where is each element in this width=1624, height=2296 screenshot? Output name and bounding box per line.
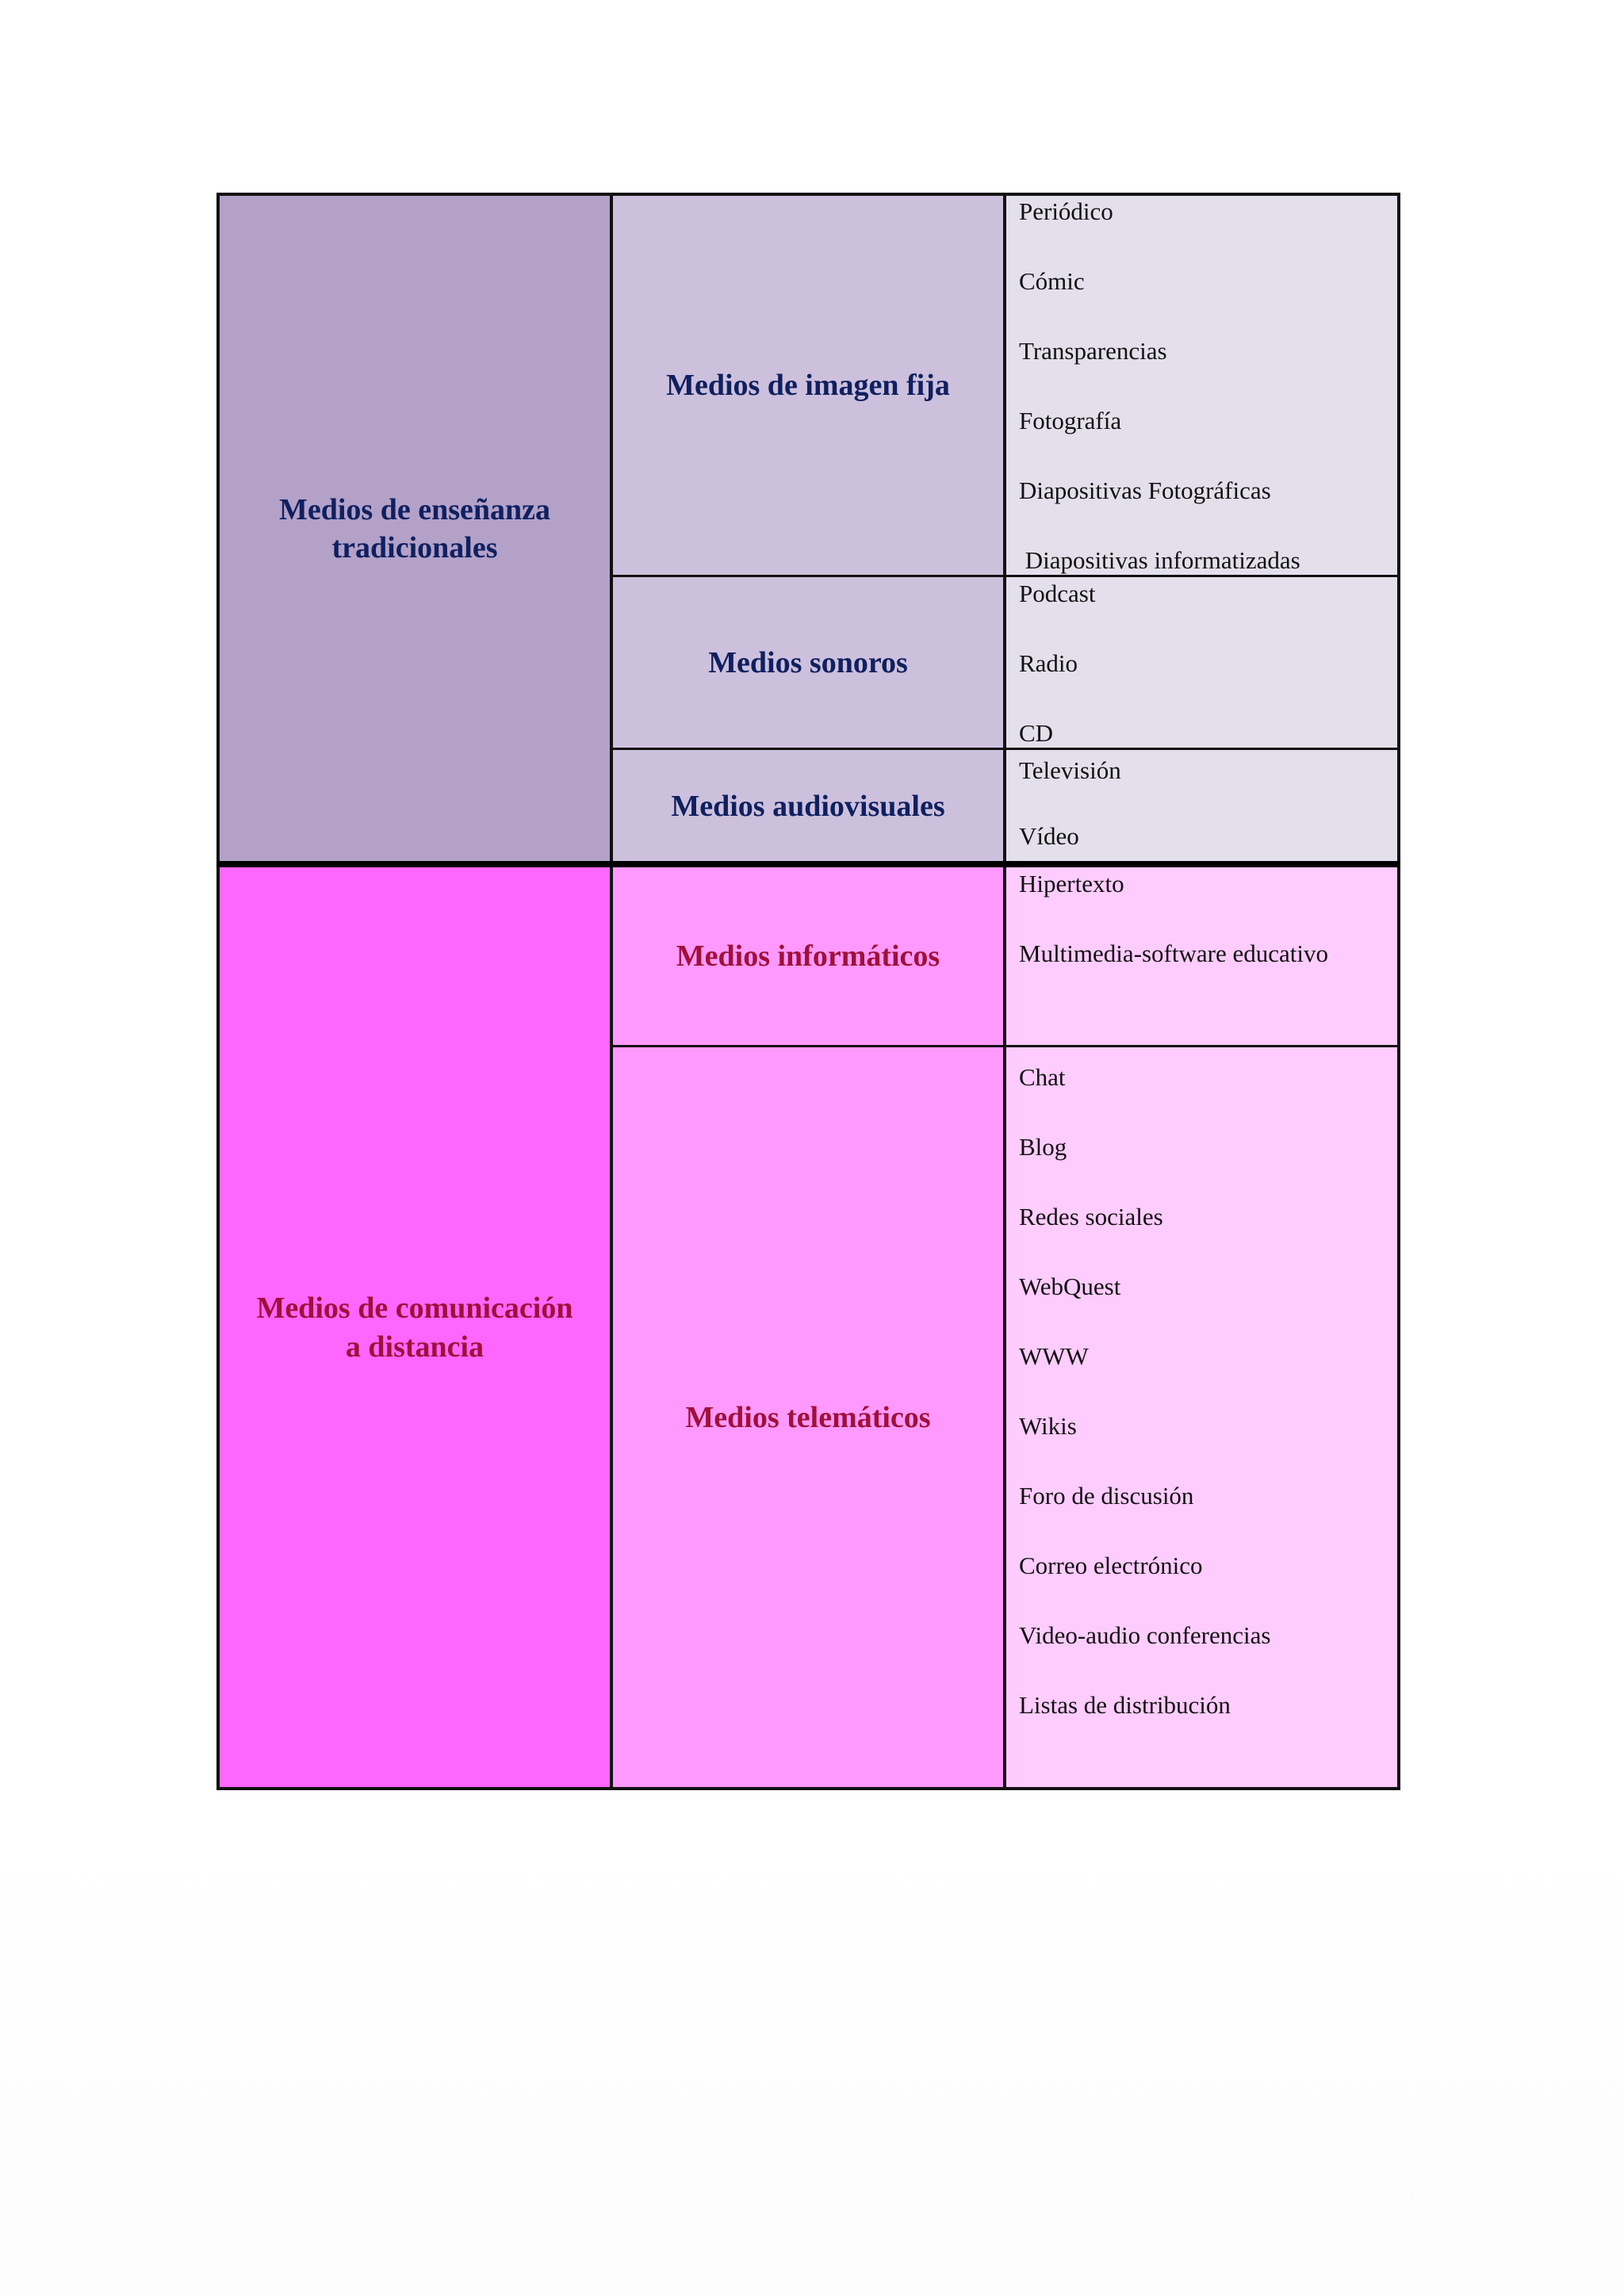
list-item: Wikis xyxy=(1019,1412,1077,1440)
distance-media-cell xyxy=(218,867,611,1789)
list-item: Radio xyxy=(1019,649,1078,677)
list-item: Cómic xyxy=(1019,267,1085,295)
list-item: Televisión xyxy=(1019,756,1121,784)
table-border-bottom xyxy=(216,1787,1400,1790)
list-item: WWW xyxy=(1019,1342,1089,1370)
list-item: Periódico xyxy=(1019,197,1113,225)
list-item: Vídeo xyxy=(1019,822,1079,850)
computer-media-label: Medios informáticos xyxy=(676,939,940,974)
still-image-media-cell xyxy=(611,194,1005,576)
list-item: Hipertexto xyxy=(1019,870,1124,897)
sound-media-label: Medios sonoros xyxy=(708,645,908,679)
list-item: CD xyxy=(1019,719,1054,747)
traditional-media-cell xyxy=(218,194,611,863)
list-item: Diapositivas Fotográficas xyxy=(1019,476,1271,504)
audiovisual-media-list xyxy=(1005,749,1399,863)
list-item: Diapositivas informatizadas xyxy=(1019,546,1300,574)
computer-media-list xyxy=(1005,867,1399,1047)
audiovisual-media-label: Medios audiovisuales xyxy=(671,789,945,823)
row-divider xyxy=(610,748,1400,750)
distance-media-label: Medios de comunicación a distancia xyxy=(256,1292,573,1364)
list-item: Listas de distribución xyxy=(1019,1691,1231,1719)
sound-media-cell xyxy=(611,576,1005,749)
traditional-media-label: Medios de enseñanza tradicionales xyxy=(279,492,550,564)
audiovisual-media-cell xyxy=(611,749,1005,863)
list-item: Multimedia-software educativo xyxy=(1019,939,1328,967)
table-border-top xyxy=(216,193,1400,196)
list-item: Blog xyxy=(1019,1133,1067,1161)
still-image-media-label: Medios de imagen fija xyxy=(666,368,950,402)
list-item: Correo electrónico xyxy=(1019,1552,1203,1579)
telematic-media-cell xyxy=(611,1047,1005,1789)
row-divider xyxy=(610,575,1400,577)
column-divider-2 xyxy=(1003,193,1006,1790)
computer-media-cell xyxy=(611,867,1005,1047)
column-divider-1 xyxy=(610,193,613,1790)
list-item: Foro de discusión xyxy=(1019,1482,1194,1510)
telematic-media-label: Medios telemáticos xyxy=(685,1400,931,1434)
section-divider xyxy=(216,861,1400,867)
telematic-media-list xyxy=(1005,1047,1399,1789)
list-item: WebQuest xyxy=(1019,1272,1121,1300)
sound-media-list xyxy=(1005,576,1399,749)
list-item: Chat xyxy=(1019,1063,1066,1091)
list-item: Redes sociales xyxy=(1019,1203,1163,1230)
row-divider xyxy=(610,1045,1400,1047)
table-border-right xyxy=(1397,193,1400,1790)
still-image-media-list xyxy=(1005,194,1399,576)
table-border-left xyxy=(216,193,220,1790)
list-item: Transparencias xyxy=(1019,337,1167,365)
list-item: Fotografía xyxy=(1019,407,1122,434)
list-item: Video-audio conferencias xyxy=(1019,1621,1271,1649)
list-item: Podcast xyxy=(1019,580,1096,607)
